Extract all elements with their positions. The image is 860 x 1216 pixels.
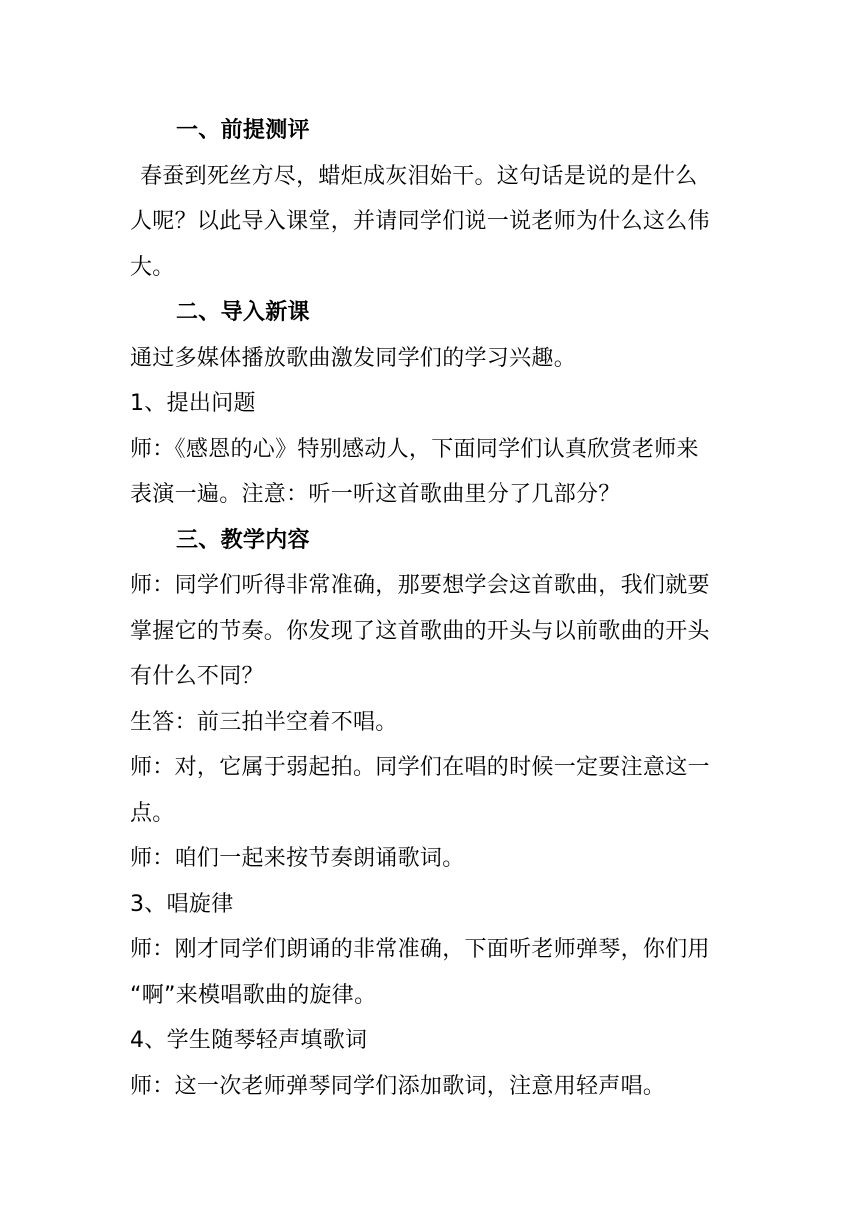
paragraph-line: 有什么不同？ <box>130 664 264 689</box>
paragraph-line: 师：《感恩的心》特别感动人，下面同学们认真欣赏老师来 <box>130 436 699 462</box>
paragraph-line: 师：咱们一起来按节奏朗诵歌词。 <box>130 846 465 871</box>
paragraph-line: 师：同学们听得非常准确，那要想学会这首歌曲，我们就要 <box>130 573 710 598</box>
paragraph-line: 师：这一次老师弹琴同学们添加歌词，注意用轻声唱。 <box>130 1073 666 1099</box>
sub-heading-sing-melody: 3、唱旋律 <box>130 891 234 917</box>
paragraph-line: 春蚕到死丝方尽，蜡炬成灰泪始干。这句话是说的是什么 <box>140 163 698 189</box>
paragraph-line: 通过多媒体播放歌曲激发同学们的学习兴趣。 <box>130 345 577 371</box>
paragraph-line: 人呢？以此导入课堂，并请同学们说一说老师为什么这么伟 <box>130 209 710 234</box>
paragraph-line: 生答：前三拍半空着不唱。 <box>130 709 398 735</box>
paragraph-line: 师：对，它属于弱起拍。同学们在唱的时候一定要注意这一 <box>130 755 710 780</box>
paragraph-line: 表演一遍。注意：听一听这首歌曲里分了几部分？ <box>130 482 621 507</box>
sub-heading-fill-lyrics: 4、学生随琴轻声填歌词 <box>130 1028 368 1053</box>
section-heading-teaching-content: 三、教学内容 <box>176 527 310 553</box>
paragraph-line: 掌握它的节奏。你发现了这首歌曲的开头与以前歌曲的开头 <box>130 618 710 644</box>
document-body <box>130 108 740 1109</box>
paragraph-line: 师：刚才同学们朗诵的非常准确，下面听老师弹琴，你们用 <box>130 937 710 962</box>
paragraph-line: 点。 <box>130 800 175 826</box>
section-heading-pre-assessment: 一、前提测评 <box>176 118 310 143</box>
sub-heading-ask-question: 1、提出问题 <box>130 391 256 416</box>
paragraph-line: 大。 <box>130 254 175 280</box>
section-heading-introduce-lesson: 二、导入新课 <box>176 300 310 325</box>
paragraph-line: “啊”来模唱歌曲的旋律。 <box>130 982 377 1008</box>
